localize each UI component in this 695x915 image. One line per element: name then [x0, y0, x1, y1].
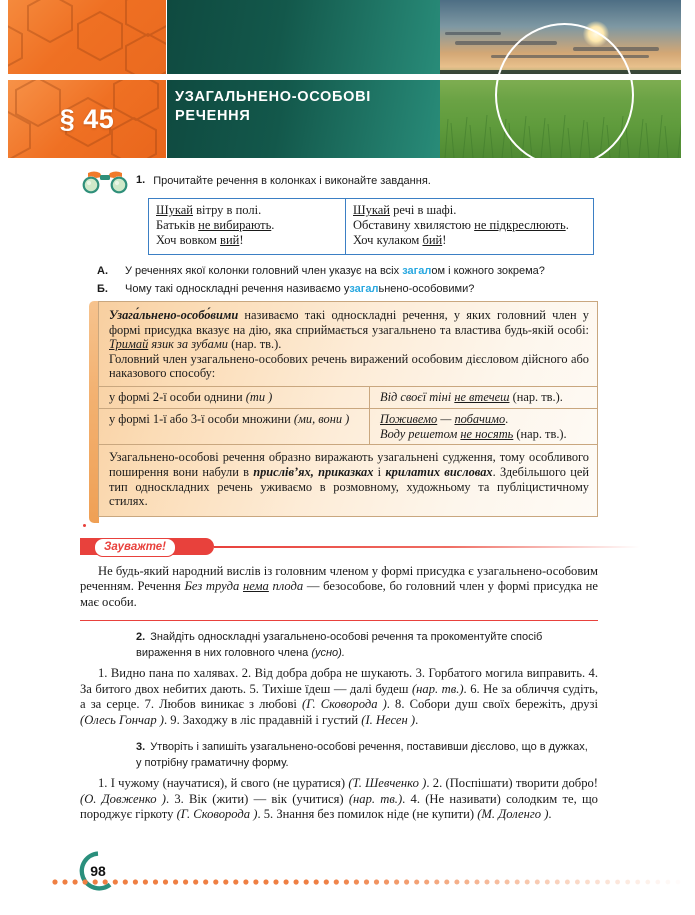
cell-1-2-underline: Шукай [353, 203, 390, 217]
question-b-text: Чому такі односкладні речення називаємо узагальнено-особовими? [125, 283, 475, 295]
rule-form-cell-1: у формі 2-ї особи однини (ти ) [99, 386, 370, 408]
rule-example-verb: Тримай [109, 337, 149, 352]
highlight-zahal-2: загал [349, 283, 379, 295]
note-tick-dot-icon [83, 524, 86, 527]
table-row [99, 386, 597, 408]
note-label: Зауважте! [94, 538, 176, 557]
header-photo-circle-outline [495, 23, 634, 167]
question-b-key: Б. [97, 283, 108, 295]
exercise-2-instruction: Знайдіть односкладні узагальнено-особові речення та прокоментуйте спосіб вираження в них головного члена (усно). [136, 631, 543, 659]
rule-definition-paragraph: Узага́льнено-особо́вими називаємо такі односкладні речення, у яких головний член у формі присудка вказує на дію, яка сприймається узагальнено та властива будь-якій особі: Тримай язик за зубами (нар. тв.). Головний член узагальнено-особових речень виражений особовим дієсловом дійсного або наказового способу: [109, 308, 589, 381]
section-number: § 45 [59, 103, 115, 134]
question-a-text: У реченнях якої колонки головний член указує на всіх загалом і кожного зокрема? [125, 265, 545, 277]
cell-2-1-underline: не вибирають [198, 218, 272, 233]
rule-example-cell-2: Поживемо — побачимо. Воду решетом не носять (нар. тв.). [370, 408, 598, 444]
rule-usage-paragraph: Узагальнено-особові речення образно виражають узагальнені судження, тому особливого поширення вони набули в прислів’ях, приказках і крилатих висловах. Здебільшого цей тип односкладних речень уживаємо в розмовному, художньому та публіцистичному стилях. [99, 444, 597, 515]
hexagon-pattern-icon [8, 0, 166, 74]
question-a-key: А. [97, 265, 108, 277]
exercise-1-questions [97, 262, 617, 298]
rule-example-cell-1: Від своєї тіні не втечеш (нар. тв.). [370, 386, 598, 408]
page-number: 98 [90, 863, 106, 879]
cell-1-1-underline: Шукай [156, 203, 193, 217]
note-block [80, 536, 640, 610]
rule-forms-table [99, 386, 597, 444]
table-cell-left: Шукай вітру в полі. Батьків не вибирають. Хоч вовком вий! [149, 199, 346, 255]
note-bottom-separator [80, 620, 598, 621]
exercise-2-text: 1. Видно пана по халявах. 2. Від добра добра не шукають. 3. Горбатого могила виправить. 4. За битого двох небитих дають. 5. Тихіше їдеш — далі будеш (нар. тв.). 6. Не за обличчя судіть, а за серце. 7. Любов виникає з любові (Г. Сковорода ). 8. Собори душ своїх бережіть, друзі (Олесь Гончар ). 9. Заходжу в ліс прадавній і густий (І. Несен ). [80, 666, 598, 727]
question-a [97, 262, 617, 280]
binoculars-icon [78, 170, 132, 194]
cell-3-2-underline: бий [422, 233, 443, 248]
table-cell-right: Шукай речі в шафі. Обставину хвилястою не підкреслюють. Хоч кулаком бий! [353, 203, 569, 248]
page-footer [0, 840, 695, 915]
exercise-2-number: 2. [136, 631, 146, 643]
header-orange-block-top [8, 0, 166, 74]
exercise-1-instruction: Прочитайте речення в колонках і виконайте завдання. [153, 175, 431, 187]
footer-dot-pattern [52, 878, 695, 886]
rule-second-paragraph: Головний член узагальнено-особових речень виражений особовим дієсловом дійсного або наказового способу: [109, 351, 589, 381]
exercise-1-table [148, 198, 594, 255]
cell-2-2-underline: не підкреслюють [474, 218, 566, 233]
cell-3-1-underline: вий [220, 233, 240, 248]
exercise-3-instruction: Утворіть і запишіть узагальнено-особові речення, поставивши дієслово, що в дужках, у потрібну граматичну форму. [136, 741, 588, 769]
note-text: Не будь-який народний вислів із головним членом у формі присудка є узагальнено-особовим реченням. Речення Без труда нема плода — безособове, бо головний член у формі присудка не має особи. [80, 564, 598, 609]
rule-form-cell-2: у формі 1-ї або 3-ї особи множини (ми, вони ) [99, 408, 370, 444]
exercise-3-number: 3. [136, 741, 146, 753]
exercise-1-heading [136, 174, 626, 189]
rule-term: Узага́льнено-особо́вими [109, 308, 239, 322]
exercise-3-heading [136, 740, 596, 771]
exercise-2-heading [136, 630, 596, 661]
page-title: УЗАГАЛЬНЕНО-ОСОБОВІ РЕЧЕННЯ [175, 89, 372, 124]
question-b [97, 280, 617, 298]
table-row [149, 199, 594, 255]
exercise-1-number: 1. [136, 174, 146, 186]
exercise-3-text: 1. І чужому (научатися), й свого (не цуратися) (Т. Шевченко ). 2. (Поспішати) творити добро! (О. Довженко ). 3. Вік (жити) — вік (учитися) (нар. тв.). 4. (Не називати) солодким те, що породжує гіркоту (Г. Сковорода ). 5. Знання без помилок ніде (не купити) (М. Доленго ). [80, 776, 599, 822]
highlight-zahal-1: загал [402, 265, 432, 277]
table-row [99, 408, 597, 444]
rule-box [98, 301, 598, 517]
page-header [0, 0, 695, 158]
note-rule-line [214, 546, 640, 548]
note-banner [80, 536, 640, 558]
